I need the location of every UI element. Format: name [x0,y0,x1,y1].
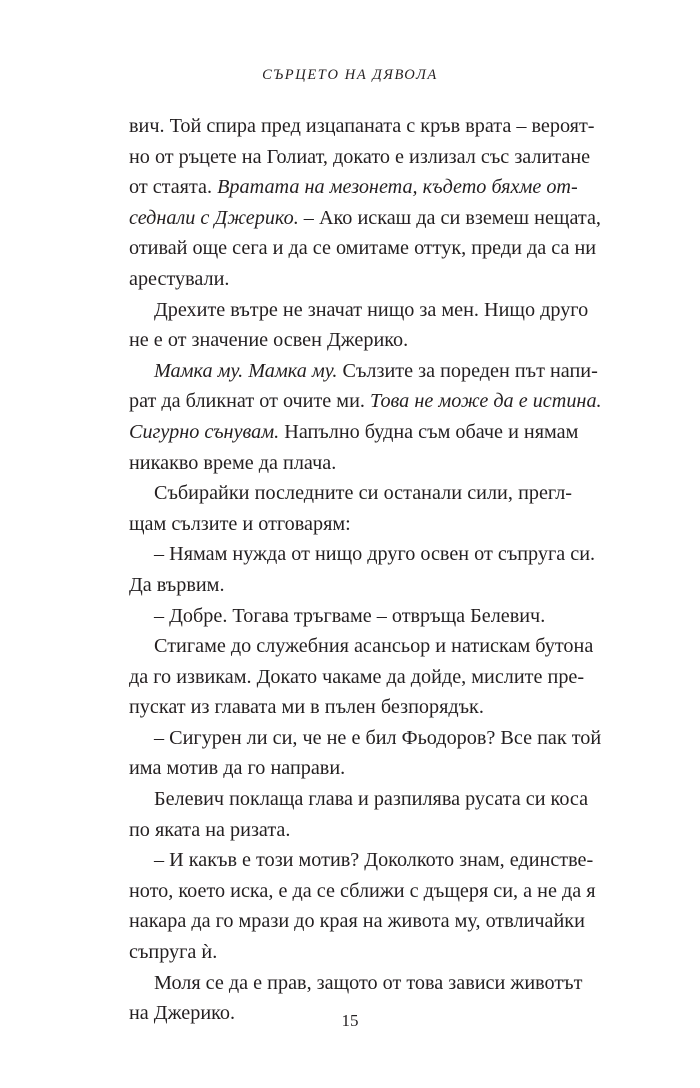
text-line: на Джерико. [129,1002,236,1025]
text-line: но от ръцете на Голиат, докато е излизал със залитане [129,145,591,168]
text-line: щам сълзите и отговарям: [129,512,351,535]
text-line: пускат из главата ми в пълен безпорядък. [129,696,484,719]
text-line: вич. Той спира пред изцапаната с кръв врата – вероят- [129,115,595,137]
text-line: седнали с Джерико. – Ако искаш да си вземеш нещата, [129,206,601,229]
text-line: Стигаме до служебния асансьор и натискам бутона [154,635,594,658]
text-line: – И какъв е този мотив? Доколкото знам, единстве- [154,849,594,872]
text-line: Да вървим. [129,573,225,596]
text-line: – Сигурен ли си, че не е бил Фьодоров? Все пак той [154,726,602,749]
text-line: Дрехите вътре не значат нищо за мен. Нищо друго [154,298,589,321]
text-line: отивай още сега и да се омитаме оттук, преди да са ни [129,237,597,260]
text-line: съпруга ѝ. [129,941,218,964]
text-line: да го извикам. Докато чакаме да дойде, мислите пре- [129,665,585,688]
text-line: Сигурно сънувам. Напълно будна съм обаче и нямам [129,420,579,443]
text-line: накара да го мрази до края на живота му, отвличайки [129,910,585,933]
text-line: не е от значение освен Джерико. [129,329,409,352]
text-line: от стаята. Вратата на мезонета, където бяхме от- [129,176,578,199]
text-line: Белевич поклаща глава и разпилява русата си коса [154,788,589,811]
text-line: Мамка му. Мамка му. Сълзите за пореден път напи- [154,359,598,382]
text-line: Моля се да е прав, защото от това зависи животът [154,971,583,994]
text-line: ното, което иска, е да се сближи с дъщеря си, а не да я [129,879,596,902]
text-line: рат да бликнат от очите ми. Това не може да е истина. [129,390,602,413]
body-text [129,111,602,1029]
running-head: СЪРЦЕТО НА ДЯВОЛА [262,67,438,83]
text-line: по яката на ризата. [129,818,291,841]
text-line: – Добре. Тогава тръгваме – отвръща Белевич. [154,604,546,627]
text-line: Събирайки последните си останали сили, прегл- [154,482,572,505]
page-number: 15 [341,1011,359,1030]
text-line: никакво време да плача. [129,451,337,474]
text-line: – Нямам нужда от нищо друго освен от съпруга си. [154,543,596,566]
text-line: има мотив да го направи. [129,757,346,780]
text-line: арестували. [129,267,230,290]
